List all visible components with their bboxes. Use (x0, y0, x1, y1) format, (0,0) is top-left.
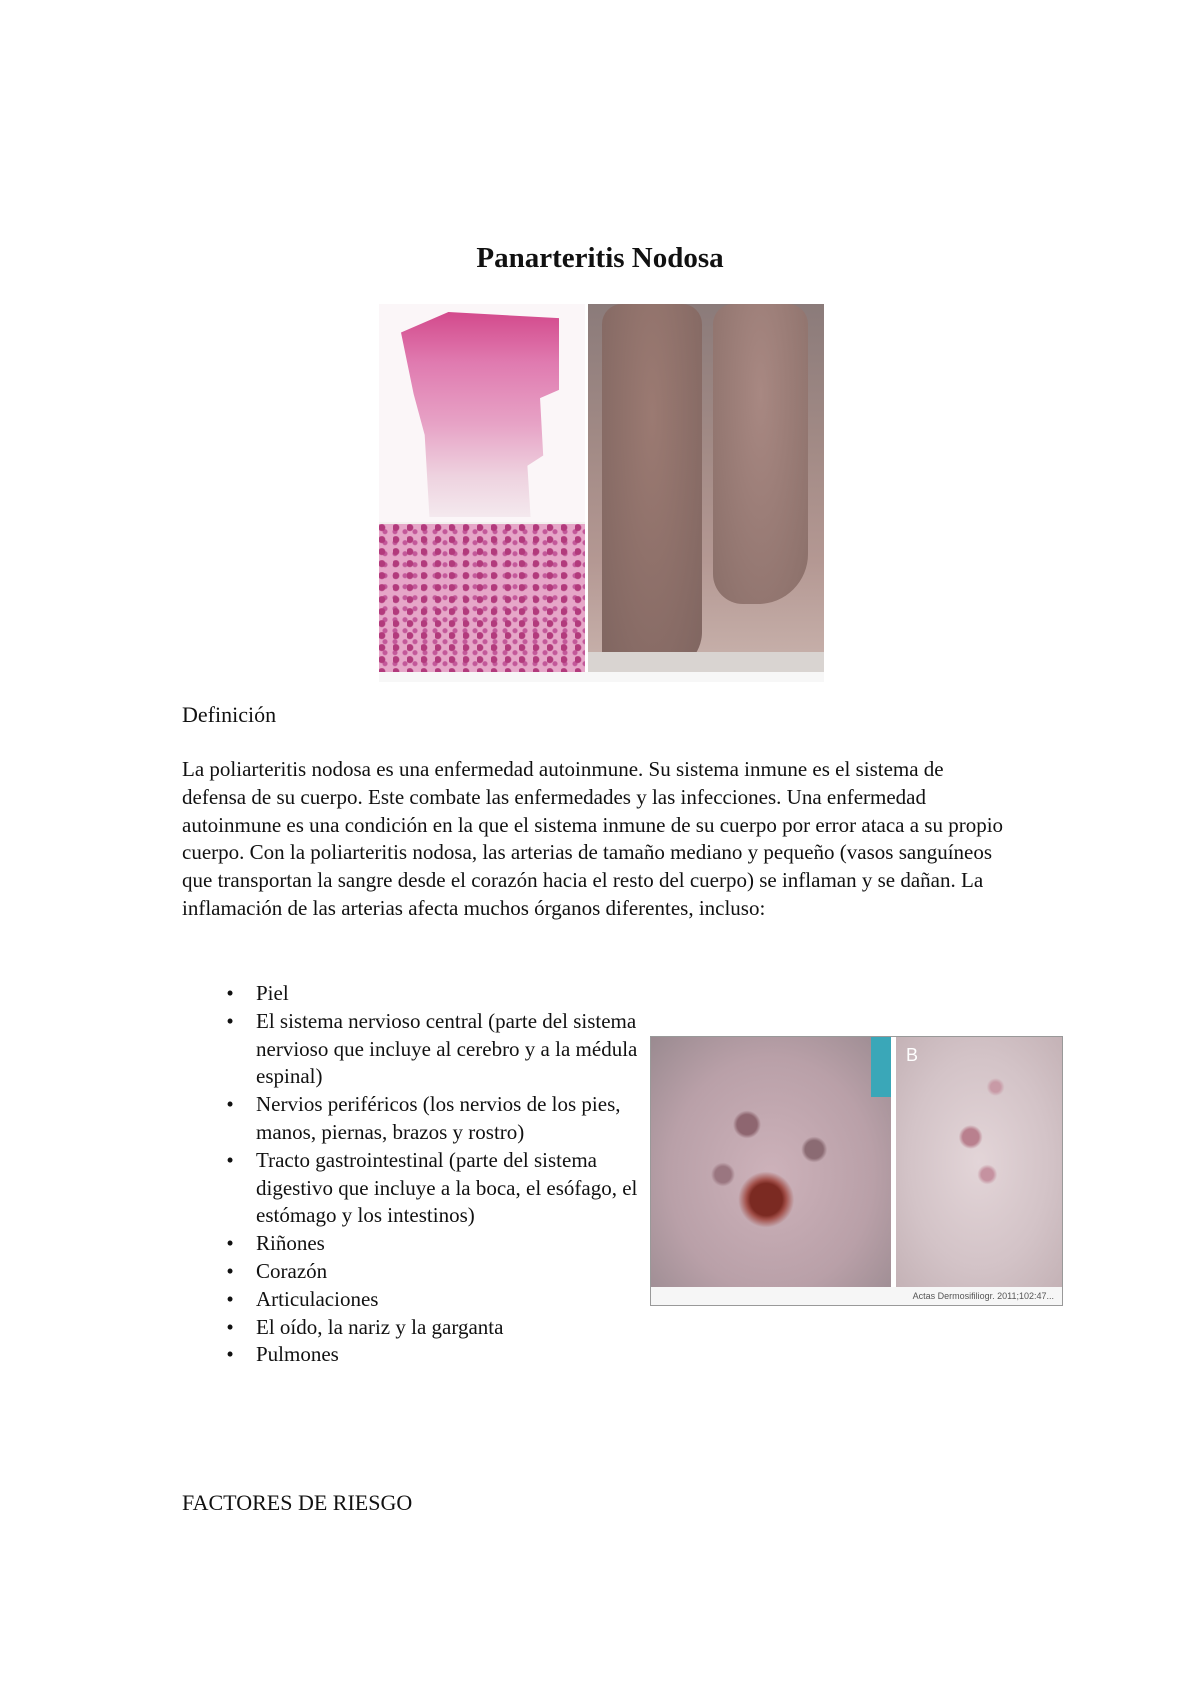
list-item (220, 980, 640, 1008)
figure-caption: Actas Dermosifiliogr. 2011;102:47... (651, 1287, 1062, 1305)
legs-photo (588, 304, 824, 672)
bullet-icon: • (226, 1342, 234, 1367)
list-item (220, 1230, 640, 1258)
list-item (220, 1341, 640, 1369)
bullet-icon: • (226, 1092, 234, 1117)
list-item-text: Riñones (256, 1231, 325, 1256)
bullet-icon: • (226, 1008, 234, 1033)
lesion-photo-a (651, 1037, 891, 1287)
list-item (220, 1008, 640, 1091)
background-sheet (871, 1037, 891, 1097)
bullet-icon: • (226, 1314, 234, 1339)
left-leg (602, 304, 702, 672)
bullet-icon: • (226, 1231, 234, 1256)
page-title: Panarteritis Nodosa (476, 242, 724, 274)
list-item-text: Tracto gastrointestinal (parte del sistema digestivo que incluye a la boca, el esófago, el estómago y los intestinos) (256, 1147, 638, 1228)
skin-biopsy-tissue (401, 312, 559, 517)
figure-caption-strip (379, 672, 824, 682)
list-item-text: Pulmones (256, 1342, 339, 1367)
list-item (220, 1147, 640, 1230)
histology-and-legs-figure (379, 304, 824, 682)
lesion-photo-b (896, 1037, 1062, 1287)
definition-paragraph: La poliarteritis nodosa es una enfermedad autoinmune. Su sistema inmune es el sistema de defensa de su cuerpo. Este combate las enfermedades y las infecciones. Una enfermedad autoinmune es una condición en la que el sistema inmune de su cuerpo por error ataca a su propio cuerpo. Con la poliarteritis nodosa, las arterias de tamaño mediano y pequeño (vasos sanguíneos que transportan la sangre desde el corazón hacia el resto del cuerpo) se inflaman y se dañan. La inflamación de las arterias afecta muchos órganos diferentes, incluso: (182, 757, 1004, 920)
panel-label: B (906, 1045, 919, 1065)
risk-factors-heading: FACTORES DE RIESGO (182, 1490, 413, 1515)
list-item-text: Nervios periféricos (los nervios de los pies, manos, piernas, brazos y rostro) (256, 1092, 621, 1144)
bullet-icon: • (226, 1286, 234, 1311)
list-item-text: Corazón (256, 1258, 328, 1283)
bullet-icon: • (226, 1147, 234, 1172)
definition-heading: Definición (182, 702, 277, 727)
histology-low-power-image (379, 304, 585, 522)
list-item-text: El oído, la nariz y la garganta (256, 1314, 504, 1339)
list-item-text: Articulaciones (256, 1286, 379, 1311)
list-item-text: Piel (256, 981, 289, 1005)
bullet-icon: • (226, 981, 234, 1005)
list-item-text: El sistema nervioso central (parte del sistema nervioso que incluye al cerebro y a la médula espinal) (256, 1008, 638, 1089)
skin-lesions-figure (650, 1036, 1063, 1306)
list-item (220, 1258, 640, 1286)
list-item (220, 1314, 640, 1342)
histology-high-power-image (379, 524, 585, 672)
floor (588, 652, 824, 672)
bullet-icon: • (226, 1258, 234, 1283)
list-item (220, 1091, 640, 1147)
right-leg (713, 304, 808, 604)
list-item (220, 1286, 640, 1314)
organ-list (220, 980, 640, 1369)
